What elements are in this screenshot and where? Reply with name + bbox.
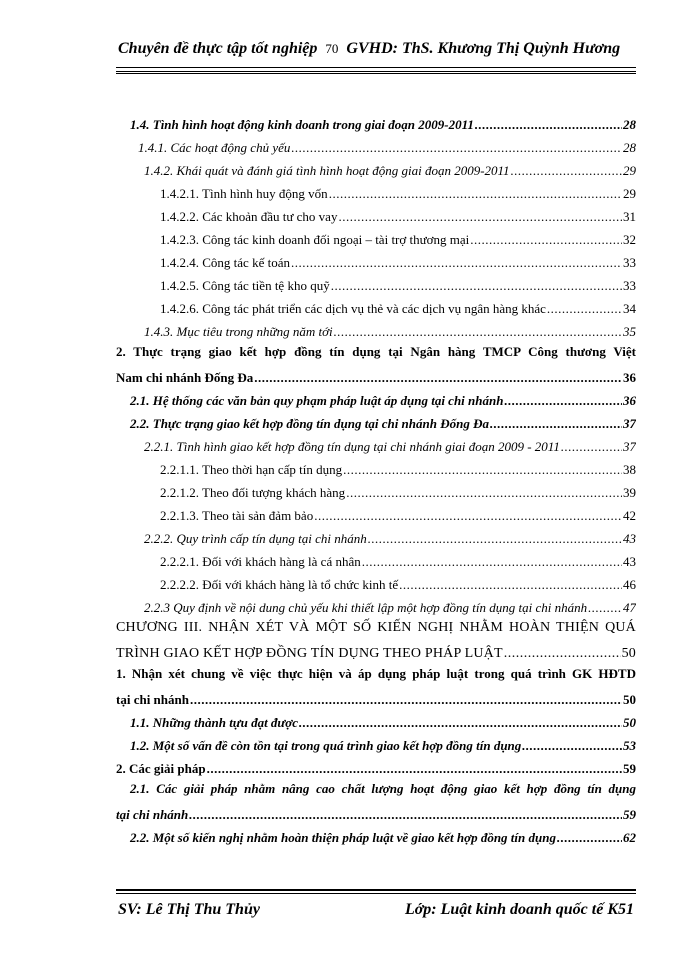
header-title-right: GVHD: ThS. Khương Thị Quỳnh Hương xyxy=(346,40,621,57)
toc-entry[interactable]: 2.2.2.2. Đối với khách hàng là tổ chức kinh tế ..... 46 xyxy=(116,570,636,593)
toc-entry-line1[interactable]: 2. Thực trạng giao kết hợp đồng tín dụng tại Ngân hàng TMCP Công thương Việt xyxy=(116,344,636,359)
toc-entry[interactable]: 1.4.2.6. Công tác phát triển các dịch vụ thẻ và các dịch vụ ngân hàng khác ..... 34 xyxy=(116,294,636,317)
footer-rule xyxy=(116,893,636,894)
toc-entry[interactable]: 2.2. Một số kiến nghị nhằm hoàn thiện pháp luật về giao kết hợp đồng tín dụng ..... 62 xyxy=(116,823,636,846)
toc-entry[interactable]: tại chi nhánh ..... 59 xyxy=(116,800,636,823)
toc-entry[interactable]: 1.4.2.5. Công tác tiền tệ kho quỹ ..... 33 xyxy=(116,271,636,294)
page-number: 70 xyxy=(325,41,339,56)
toc-entry[interactable]: 2.2.1. Tình hình giao kết hợp đồng tín dụng tại chi nhánh giai đoạn 2009 - 2011 ..... 37 xyxy=(116,432,636,455)
toc-entry[interactable]: 2.2.1.3. Theo tài sản đảm bảo ..... 42 xyxy=(116,501,636,524)
table-of-contents xyxy=(116,110,636,846)
toc-entry[interactable]: 2.2.1.2. Theo đối tượng khách hàng ..... 39 xyxy=(116,478,636,501)
toc-entry[interactable]: 2. Các giải pháp ..... 59 xyxy=(116,754,636,777)
toc-entry[interactable]: 2.1. Hệ thống các văn bản quy phạm pháp luật áp dụng tại chi nhánh ..... 36 xyxy=(116,386,636,409)
toc-entry[interactable]: 2.2.1.1. Theo thời hạn cấp tín dụng ..... 38 xyxy=(116,455,636,478)
toc-entry[interactable]: 1.4.2.3. Công tác kinh doanh đối ngoại – tài trợ thương mại ..... 32 xyxy=(116,225,636,248)
footer-student: SV: Lê Thị Thu Thủy xyxy=(118,901,260,918)
header-double-rule xyxy=(116,71,636,74)
toc-entry[interactable]: 1.4.2. Khái quát và đánh giá tình hình hoạt động giai đoạn 2009-2011 ..... 29 xyxy=(116,156,636,179)
toc-entry[interactable]: Nam chi nhánh Đống Đa ..... 36 xyxy=(116,363,636,386)
toc-entry[interactable]: TRÌNH GIAO KẾT HỢP ĐỒNG TÍN DỤNG THEO PHÁP LUẬT ..... 50 xyxy=(116,639,636,662)
toc-entry[interactable]: 1.4.1. Các hoạt động chủ yếu ..... 28 xyxy=(116,133,636,156)
chapter-heading-line1[interactable]: CHƯƠNG III. NHẬN XÉT VÀ MỘT SỐ KIẾN NGHỊ NHẰM HOÀN THIỆN QUÁ xyxy=(116,620,636,635)
toc-entry-line1[interactable]: 1. Nhận xét chung về việc thực hiện và áp dụng pháp luật trong quá trình GK HĐTD xyxy=(116,666,636,681)
toc-entry[interactable]: 2.2. Thực trạng giao kết hợp đồng tín dụng tại chi nhánh Đống Đa ..... 37 xyxy=(116,409,636,432)
toc-entry[interactable]: 2.2.2. Quy trình cấp tín dụng tại chi nhánh ..... 43 xyxy=(116,524,636,547)
footer-rule-thick xyxy=(116,889,636,891)
toc-entry[interactable]: 1.4.2.1. Tình hình huy động vốn ..... 29 xyxy=(116,179,636,202)
toc-entry[interactable]: 1.1. Những thành tựu đạt được ..... 50 xyxy=(116,708,636,731)
toc-entry[interactable]: 1.4.2.2. Các khoản đầu tư cho vay ..... 31 xyxy=(116,202,636,225)
toc-entry[interactable]: 2.2.3 Quy định về nội dung chủ yếu khi thiết lập một hợp đồng tín dụng tại chi nhánh ..... 47 xyxy=(116,593,636,616)
toc-entry[interactable]: tại chi nhánh ..... 50 xyxy=(116,685,636,708)
toc-entry[interactable]: 1.4.3. Mục tiêu trong những năm tới ..... 35 xyxy=(116,317,636,340)
footer-class: Lớp: Luật kinh doanh quốc tế K51 xyxy=(404,901,634,918)
page-header xyxy=(118,40,634,64)
toc-entry-line1[interactable]: 2.1. Các giải pháp nhằm nâng cao chất lượng hoạt động giao kết hợp đồng tín dụng xyxy=(130,781,636,796)
toc-entry[interactable]: 1.2. Một số vấn đề còn tồn tại trong quá trình giao kết hợp đồng tín dụng ..... 53 xyxy=(116,731,636,754)
toc-entry[interactable]: 1.4. Tình hình hoạt động kinh doanh trong giai đoạn 2009-2011 ..... 28 xyxy=(116,110,636,133)
toc-entry[interactable]: 1.4.2.4. Công tác kế toán ..... 33 xyxy=(116,248,636,271)
header-title-left: Chuyên đề thực tập tốt nghiệp xyxy=(118,40,318,57)
toc-entry[interactable]: 2.2.2.1. Đối với khách hàng là cá nhân ..... 43 xyxy=(116,547,636,570)
header-rule xyxy=(116,67,636,68)
